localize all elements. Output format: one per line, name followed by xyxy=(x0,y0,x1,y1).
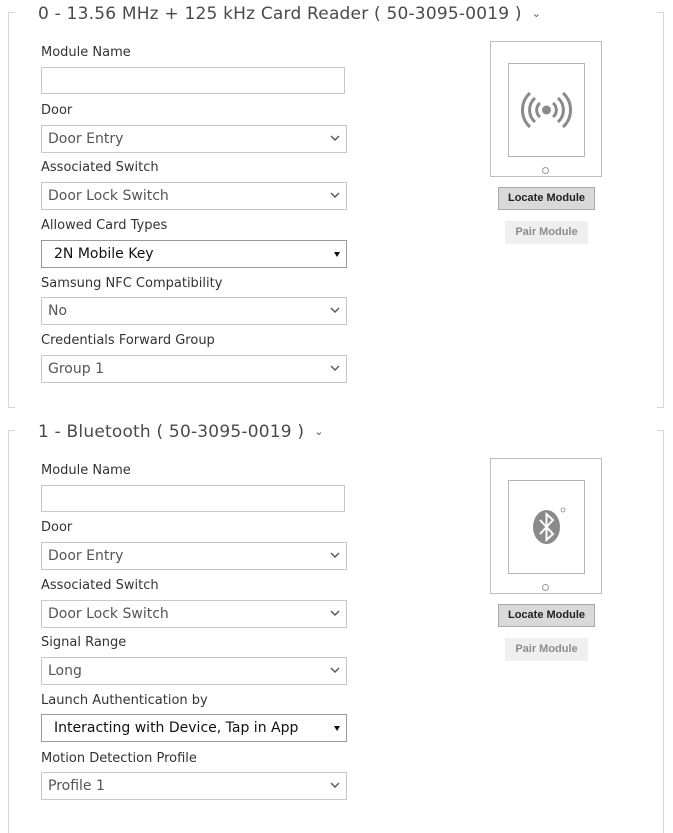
motion-detection-profile-select[interactable] xyxy=(41,772,347,800)
credentials-forward-group-label: Credentials Forward Group xyxy=(41,333,215,348)
bluetooth-icon xyxy=(509,481,584,573)
section-frame xyxy=(8,12,9,408)
section-frame-corner xyxy=(657,430,664,431)
locate-module-button[interactable]: Locate Module xyxy=(498,604,595,627)
allowed-card-types-select[interactable] xyxy=(41,240,347,268)
door-label: Door xyxy=(41,103,73,118)
associated-switch-label: Associated Switch xyxy=(41,578,159,593)
section-frame xyxy=(663,430,664,833)
samsung-nfc-select[interactable] xyxy=(41,297,347,325)
module-section-card-reader xyxy=(8,0,664,410)
pair-module-button[interactable]: Pair Module xyxy=(505,638,588,661)
section-title[interactable] xyxy=(38,422,324,442)
launch-authentication-value: Interacting with Device, Tap in App xyxy=(54,720,299,736)
associated-switch-select[interactable] xyxy=(41,182,347,210)
section-frame-corner xyxy=(8,430,15,431)
section-title-text: 1 - Bluetooth ( 50-3095-0019 ) xyxy=(38,422,305,442)
door-select[interactable] xyxy=(41,542,347,570)
associated-switch-select[interactable] xyxy=(41,600,347,628)
chevron-down-icon xyxy=(330,190,340,200)
module-name-label: Module Name xyxy=(41,45,131,60)
section-frame-corner xyxy=(8,12,15,13)
module-name-input[interactable] xyxy=(41,67,345,94)
associated-switch-value: Door Lock Switch xyxy=(48,188,169,204)
module-section-bluetooth xyxy=(8,418,664,833)
launch-authentication-label: Launch Authentication by xyxy=(41,693,208,708)
samsung-nfc-value: No xyxy=(48,303,68,319)
chevron-down-icon[interactable]: ⌄ xyxy=(531,7,542,20)
device-screen xyxy=(508,63,585,157)
section-frame-corner xyxy=(8,407,15,408)
rfid-waves-icon xyxy=(509,64,584,156)
door-label: Door xyxy=(41,520,73,535)
motion-detection-profile-value: Profile 1 xyxy=(48,778,105,794)
chevron-down-icon xyxy=(330,305,340,315)
module-name-input[interactable] xyxy=(41,485,345,512)
associated-switch-label: Associated Switch xyxy=(41,160,159,175)
chevron-down-icon xyxy=(330,608,340,618)
section-frame-corner xyxy=(657,407,664,408)
signal-range-select[interactable] xyxy=(41,657,347,685)
device-preview xyxy=(490,458,602,594)
locate-module-button[interactable]: Locate Module xyxy=(498,187,595,210)
chevron-down-icon xyxy=(330,665,340,675)
allowed-card-types-value: 2N Mobile Key xyxy=(54,246,154,262)
samsung-nfc-label: Samsung NFC Compatibility xyxy=(41,276,223,291)
chevron-down-icon xyxy=(330,363,340,373)
chevron-down-icon[interactable]: ⌄ xyxy=(314,425,324,438)
credentials-forward-group-value: Group 1 xyxy=(48,361,104,377)
caret-down-icon xyxy=(334,726,340,731)
device-screen xyxy=(508,480,585,574)
caret-down-icon xyxy=(334,252,340,257)
launch-authentication-select[interactable] xyxy=(41,714,347,742)
door-select-value: Door Entry xyxy=(48,131,124,147)
chevron-down-icon xyxy=(330,780,340,790)
credentials-forward-group-select[interactable] xyxy=(41,355,347,383)
allowed-card-types-label: Allowed Card Types xyxy=(41,218,168,233)
section-frame-corner xyxy=(657,12,664,13)
motion-detection-profile-label: Motion Detection Profile xyxy=(41,751,197,766)
section-title[interactable] xyxy=(38,4,541,24)
device-preview xyxy=(490,41,602,177)
signal-range-label: Signal Range xyxy=(41,635,127,650)
device-indicator-dot xyxy=(542,584,549,591)
door-select-value: Door Entry xyxy=(48,548,124,564)
chevron-down-icon xyxy=(330,550,340,560)
signal-range-value: Long xyxy=(48,663,82,679)
section-title-text: 0 - 13.56 MHz + 125 kHz Card Reader ( 50-3095-0019 ) xyxy=(38,4,522,24)
door-select[interactable] xyxy=(41,125,347,153)
section-frame xyxy=(8,430,9,833)
associated-switch-value: Door Lock Switch xyxy=(48,606,169,622)
pair-module-button[interactable]: Pair Module xyxy=(505,221,588,244)
device-indicator-dot xyxy=(542,167,549,174)
module-name-label: Module Name xyxy=(41,463,131,478)
chevron-down-icon xyxy=(330,133,340,143)
section-frame xyxy=(663,12,664,408)
